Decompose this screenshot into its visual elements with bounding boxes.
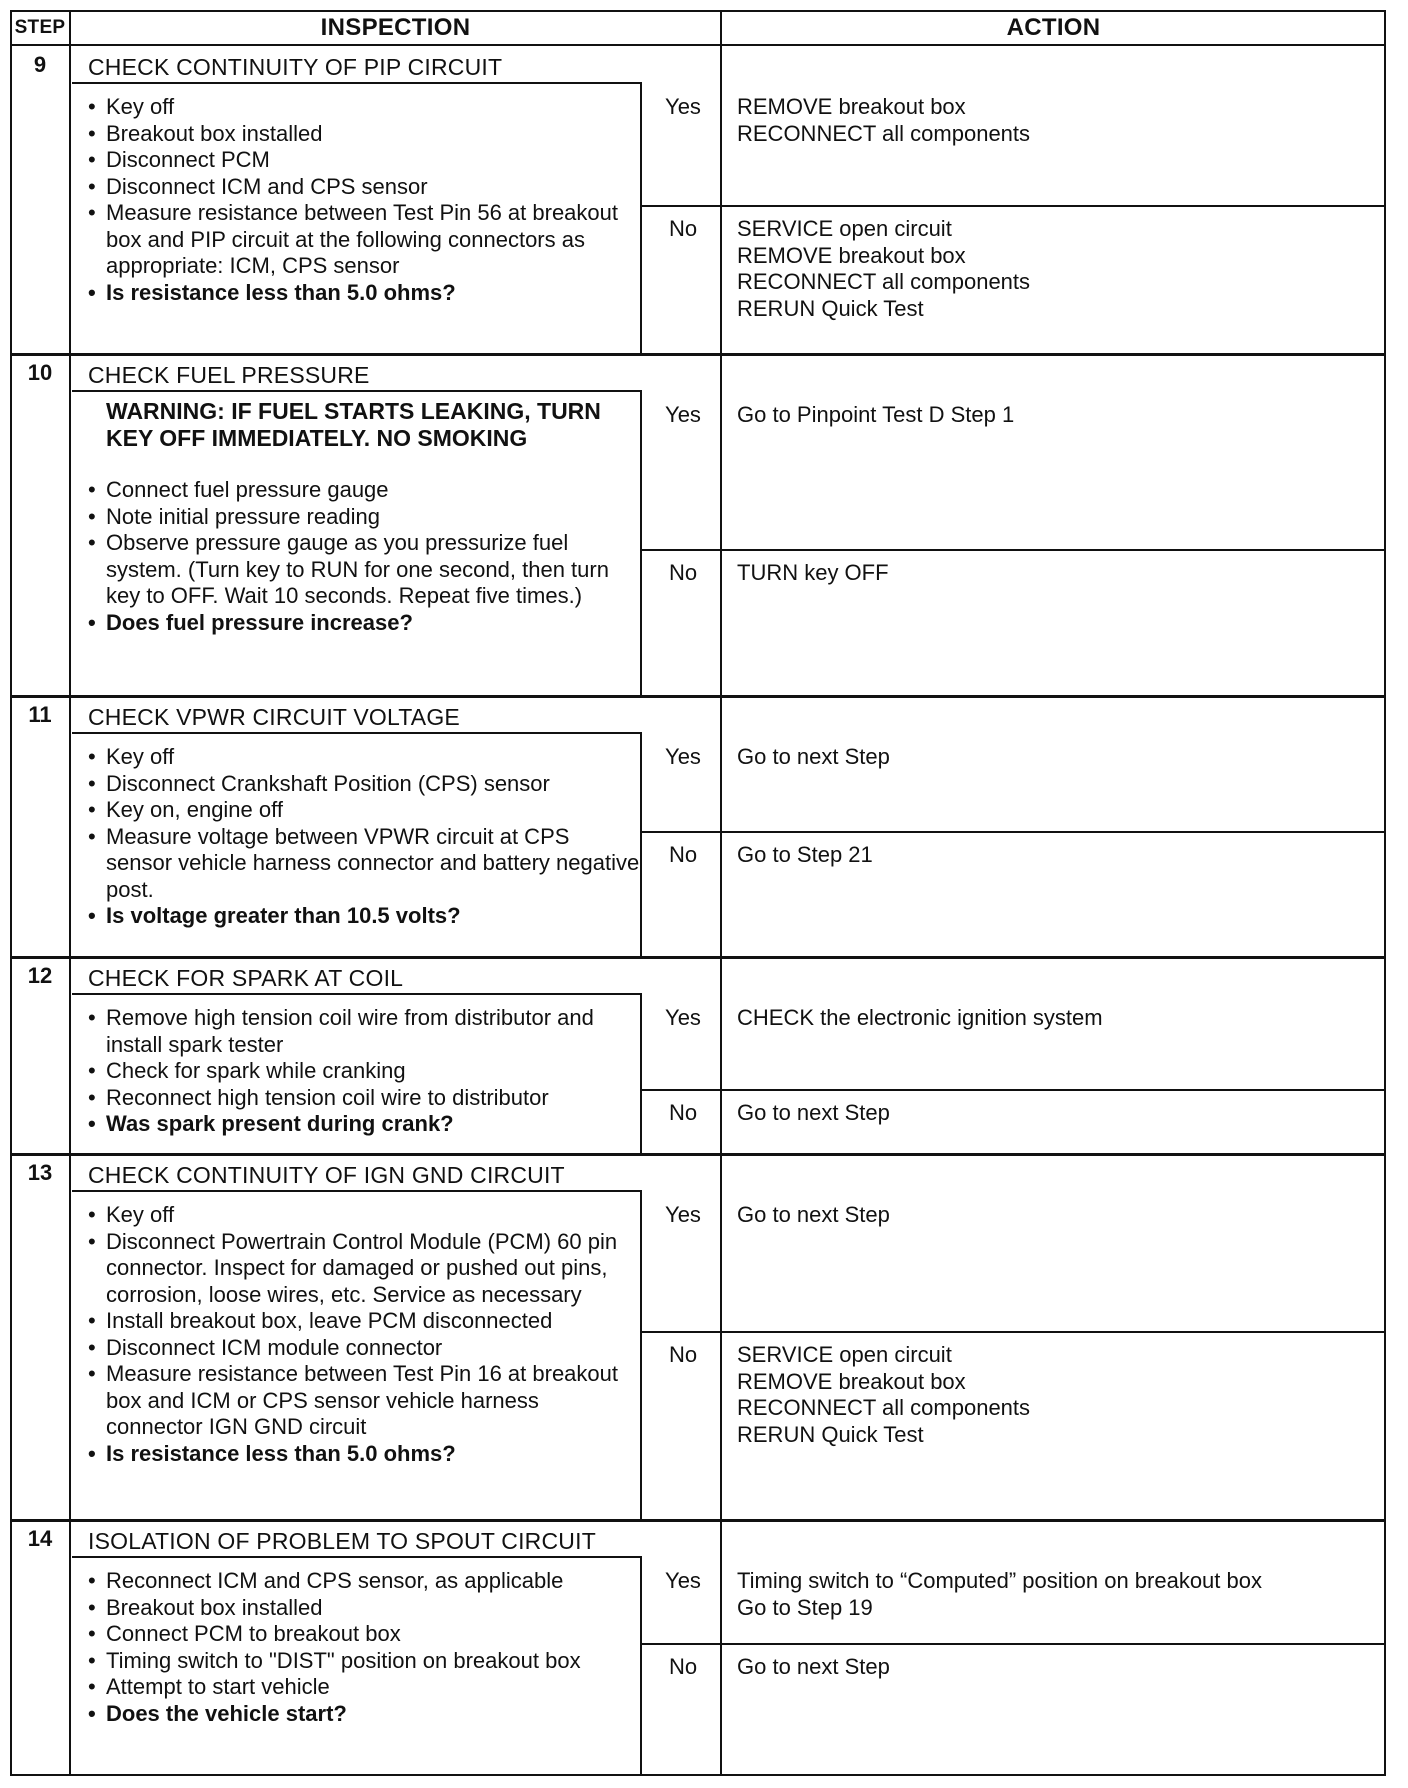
step-title: CHECK VPWR CIRCUIT VOLTAGE [88, 704, 460, 730]
yes-actions [737, 1005, 1103, 1032]
inspection-list [80, 1202, 641, 1467]
bullet-item: • Connect fuel pressure gauge [80, 477, 641, 504]
no-actions [737, 1100, 890, 1127]
bullet-item: • Note initial pressure reading [80, 504, 641, 531]
yes-no-split-rule [641, 205, 1386, 207]
inspection-list [80, 398, 641, 636]
bullet-question: • Is resistance less than 5.0 ohms? [80, 1441, 641, 1468]
no-label: No [668, 560, 698, 585]
yes-no-col-rule [640, 390, 642, 696]
no-actions [737, 1342, 1030, 1448]
border-left [10, 10, 12, 1776]
yes-no-col-rule [640, 732, 642, 957]
bullet-item: • Disconnect Powertrain Control Module (PCM) 60 pin connector. Inspect for damaged or pushed out pins, corrosion, loose wires, etc. Service as necessary [80, 1229, 641, 1309]
diagnostic-table [10, 10, 1386, 1776]
row-rule [10, 956, 1386, 959]
yes-label: Yes [665, 744, 701, 769]
step-number: 11 [28, 702, 52, 727]
header-rule [10, 44, 1386, 46]
step-row [10, 46, 1386, 354]
bullet-item: • Disconnect ICM and CPS sensor [80, 174, 641, 201]
step-number: 12 [27, 963, 53, 988]
yes-label: Yes [665, 402, 701, 427]
bullet-item: • Timing switch to "DIST" position on breakout box [80, 1648, 641, 1675]
bullet-item: • Connect PCM to breakout box [80, 1621, 641, 1648]
yes-no-split-rule [641, 1331, 1386, 1333]
yes-no-col-rule [640, 993, 642, 1154]
bullet-list [80, 1202, 641, 1467]
yes-no-col-rule [640, 1190, 642, 1520]
row-rule [10, 695, 1386, 698]
bullet-item: • Reconnect high tension coil wire to distributor [80, 1085, 641, 1112]
no-actions [737, 216, 1030, 322]
action-line: REMOVE breakout box [737, 1368, 966, 1394]
yes-no-col-rule [640, 1556, 642, 1776]
bullet-item: • Disconnect ICM module connector [80, 1335, 641, 1362]
inspection-list [80, 1568, 641, 1727]
step-title: CHECK CONTINUITY OF PIP CIRCUIT [88, 54, 503, 80]
yes-actions [737, 1202, 890, 1229]
bullet-item: • Measure voltage between VPWR circuit at CPS sensor vehicle harness connector and battery negative post. [80, 824, 641, 904]
bullet-item: • Disconnect PCM [80, 147, 641, 174]
bullet-item: • Attempt to start vehicle [80, 1674, 641, 1701]
yes-actions [737, 744, 890, 771]
no-label: No [668, 842, 698, 867]
action-line: SERVICE open circuit [737, 216, 952, 241]
row-rule [10, 353, 1386, 356]
bullet-list [80, 94, 641, 306]
title-underline [72, 732, 641, 734]
no-actions [737, 842, 873, 869]
action-line: RERUN Quick Test [737, 295, 924, 321]
bullet-item: • Key off [80, 1202, 641, 1229]
yes-no-split-rule [641, 831, 1386, 833]
yes-label: Yes [665, 94, 701, 119]
bullet-question: • Is voltage greater than 10.5 volts? [80, 903, 641, 930]
action-line: TURN key OFF [737, 560, 889, 585]
bullet-list [80, 744, 641, 930]
step-number: 9 [33, 52, 47, 77]
bullet-question: • Does fuel pressure increase? [80, 610, 641, 637]
no-label: No [668, 216, 698, 241]
bullet-list [80, 1568, 641, 1727]
bullet-item: • Key off [80, 94, 641, 121]
action-line: RECONNECT all components [737, 1395, 1031, 1420]
bullet-question: • Is resistance less than 5.0 ohms? [80, 280, 641, 307]
bullet-item: • Remove high tension coil wire from distributor and install spark tester [80, 1005, 641, 1058]
action-line: Timing switch to “Computed” position on breakout box [737, 1568, 1262, 1593]
header-inspection: INSPECTION [320, 14, 471, 41]
action-line: Go to Pinpoint Test D Step 1 [737, 402, 1015, 427]
action-line: REMOVE breakout box [737, 242, 966, 268]
title-underline [72, 1190, 641, 1192]
bullet-item: • Key on, engine off [80, 797, 641, 824]
no-label: No [668, 1100, 698, 1125]
header-step: STEP [14, 17, 66, 38]
yes-actions [737, 1568, 1262, 1621]
bullet-item: • Breakout box installed [80, 1595, 641, 1622]
step-row [10, 957, 1386, 1154]
action-line: RECONNECT all components [737, 120, 1031, 146]
yes-label: Yes [665, 1005, 701, 1030]
no-actions [737, 1654, 890, 1681]
step-number: 10 [27, 360, 53, 385]
bullet-item: • Install breakout box, leave PCM disconnected [80, 1308, 641, 1335]
title-underline [72, 993, 641, 995]
action-line: Go to Step 21 [737, 842, 873, 867]
action-line: Go to next Step [737, 744, 890, 769]
row-rule [10, 1153, 1386, 1156]
action-line: REMOVE breakout box [737, 94, 966, 119]
action-line: RECONNECT all components [737, 269, 1031, 294]
action-line: CHECK the electronic ignition system [737, 1005, 1103, 1030]
action-line: Go to next Step [737, 1654, 890, 1679]
action-line: SERVICE open circuit [737, 1342, 952, 1367]
inspection-list [80, 94, 641, 306]
yes-actions [737, 94, 1030, 147]
action-line: Go to Step 19 [737, 1594, 873, 1620]
step-title: CHECK CONTINUITY OF IGN GND CIRCUIT [88, 1162, 565, 1188]
no-label: No [668, 1342, 698, 1367]
row-rule [10, 1519, 1386, 1522]
bullet-question: • Does the vehicle start? [80, 1701, 641, 1728]
step-row [10, 696, 1386, 957]
bullet-item: • Observe pressure gauge as you pressurize fuel system. (Turn key to RUN for one second, then turn key to OFF. Wait 10 seconds. Repeat five times.) [80, 530, 641, 610]
yes-no-split-rule [641, 1643, 1386, 1645]
bullet-item: • Measure resistance between Test Pin 16 at breakout box and ICM or CPS sensor vehicle harness connector IGN GND circuit [80, 1361, 641, 1441]
border-right [1384, 10, 1386, 1776]
yes-label: Yes [665, 1568, 701, 1593]
title-underline [72, 1556, 641, 1558]
step-number: 14 [27, 1526, 53, 1551]
bullet-item: • Breakout box installed [80, 121, 641, 148]
border-bottom [10, 1774, 1386, 1776]
bullet-item: • Reconnect ICM and CPS sensor, as applicable [80, 1568, 641, 1595]
bullet-item: • Key off [80, 744, 641, 771]
step-col-rule [69, 10, 71, 1776]
action-col-rule [720, 10, 722, 1776]
step-row [10, 1154, 1386, 1520]
action-line: Go to next Step [737, 1100, 890, 1125]
inspection-list [80, 1005, 641, 1138]
yes-no-split-rule [641, 549, 1386, 551]
bullet-item: • Disconnect Crankshaft Position (CPS) sensor [80, 771, 641, 798]
warning-text: WARNING: IF FUEL STARTS LEAKING, TURN KEY OFF IMMEDIATELY. NO SMOKING [106, 398, 601, 451]
title-underline [72, 390, 641, 392]
no-label: No [668, 1654, 698, 1679]
bullet-list [80, 1005, 641, 1138]
step-title: CHECK FOR SPARK AT COIL [88, 965, 404, 991]
step-number: 13 [27, 1160, 53, 1185]
step-title: CHECK FUEL PRESSURE [88, 362, 370, 388]
yes-actions [737, 402, 1014, 429]
yes-label: Yes [665, 1202, 701, 1227]
header-action: ACTION [1006, 14, 1101, 41]
bullet-list [80, 477, 641, 636]
title-underline [72, 82, 641, 84]
action-line: Go to next Step [737, 1202, 890, 1227]
yes-no-split-rule [641, 1089, 1386, 1091]
bullet-question: • Was spark present during crank? [80, 1111, 641, 1138]
bullet-item: • Measure resistance between Test Pin 56 at breakout box and PIP circuit at the following connectors as appropriate: ICM, CPS sensor [80, 200, 641, 280]
bullet-item: • Check for spark while cranking [80, 1058, 641, 1085]
no-actions [737, 560, 889, 587]
step-row [10, 354, 1386, 696]
step-title: ISOLATION OF PROBLEM TO SPOUT CIRCUIT [88, 1528, 596, 1554]
step-row [10, 1520, 1386, 1776]
border-top [10, 10, 1386, 12]
action-line: RERUN Quick Test [737, 1421, 924, 1447]
inspection-list [80, 744, 641, 930]
yes-no-col-rule [640, 82, 642, 354]
